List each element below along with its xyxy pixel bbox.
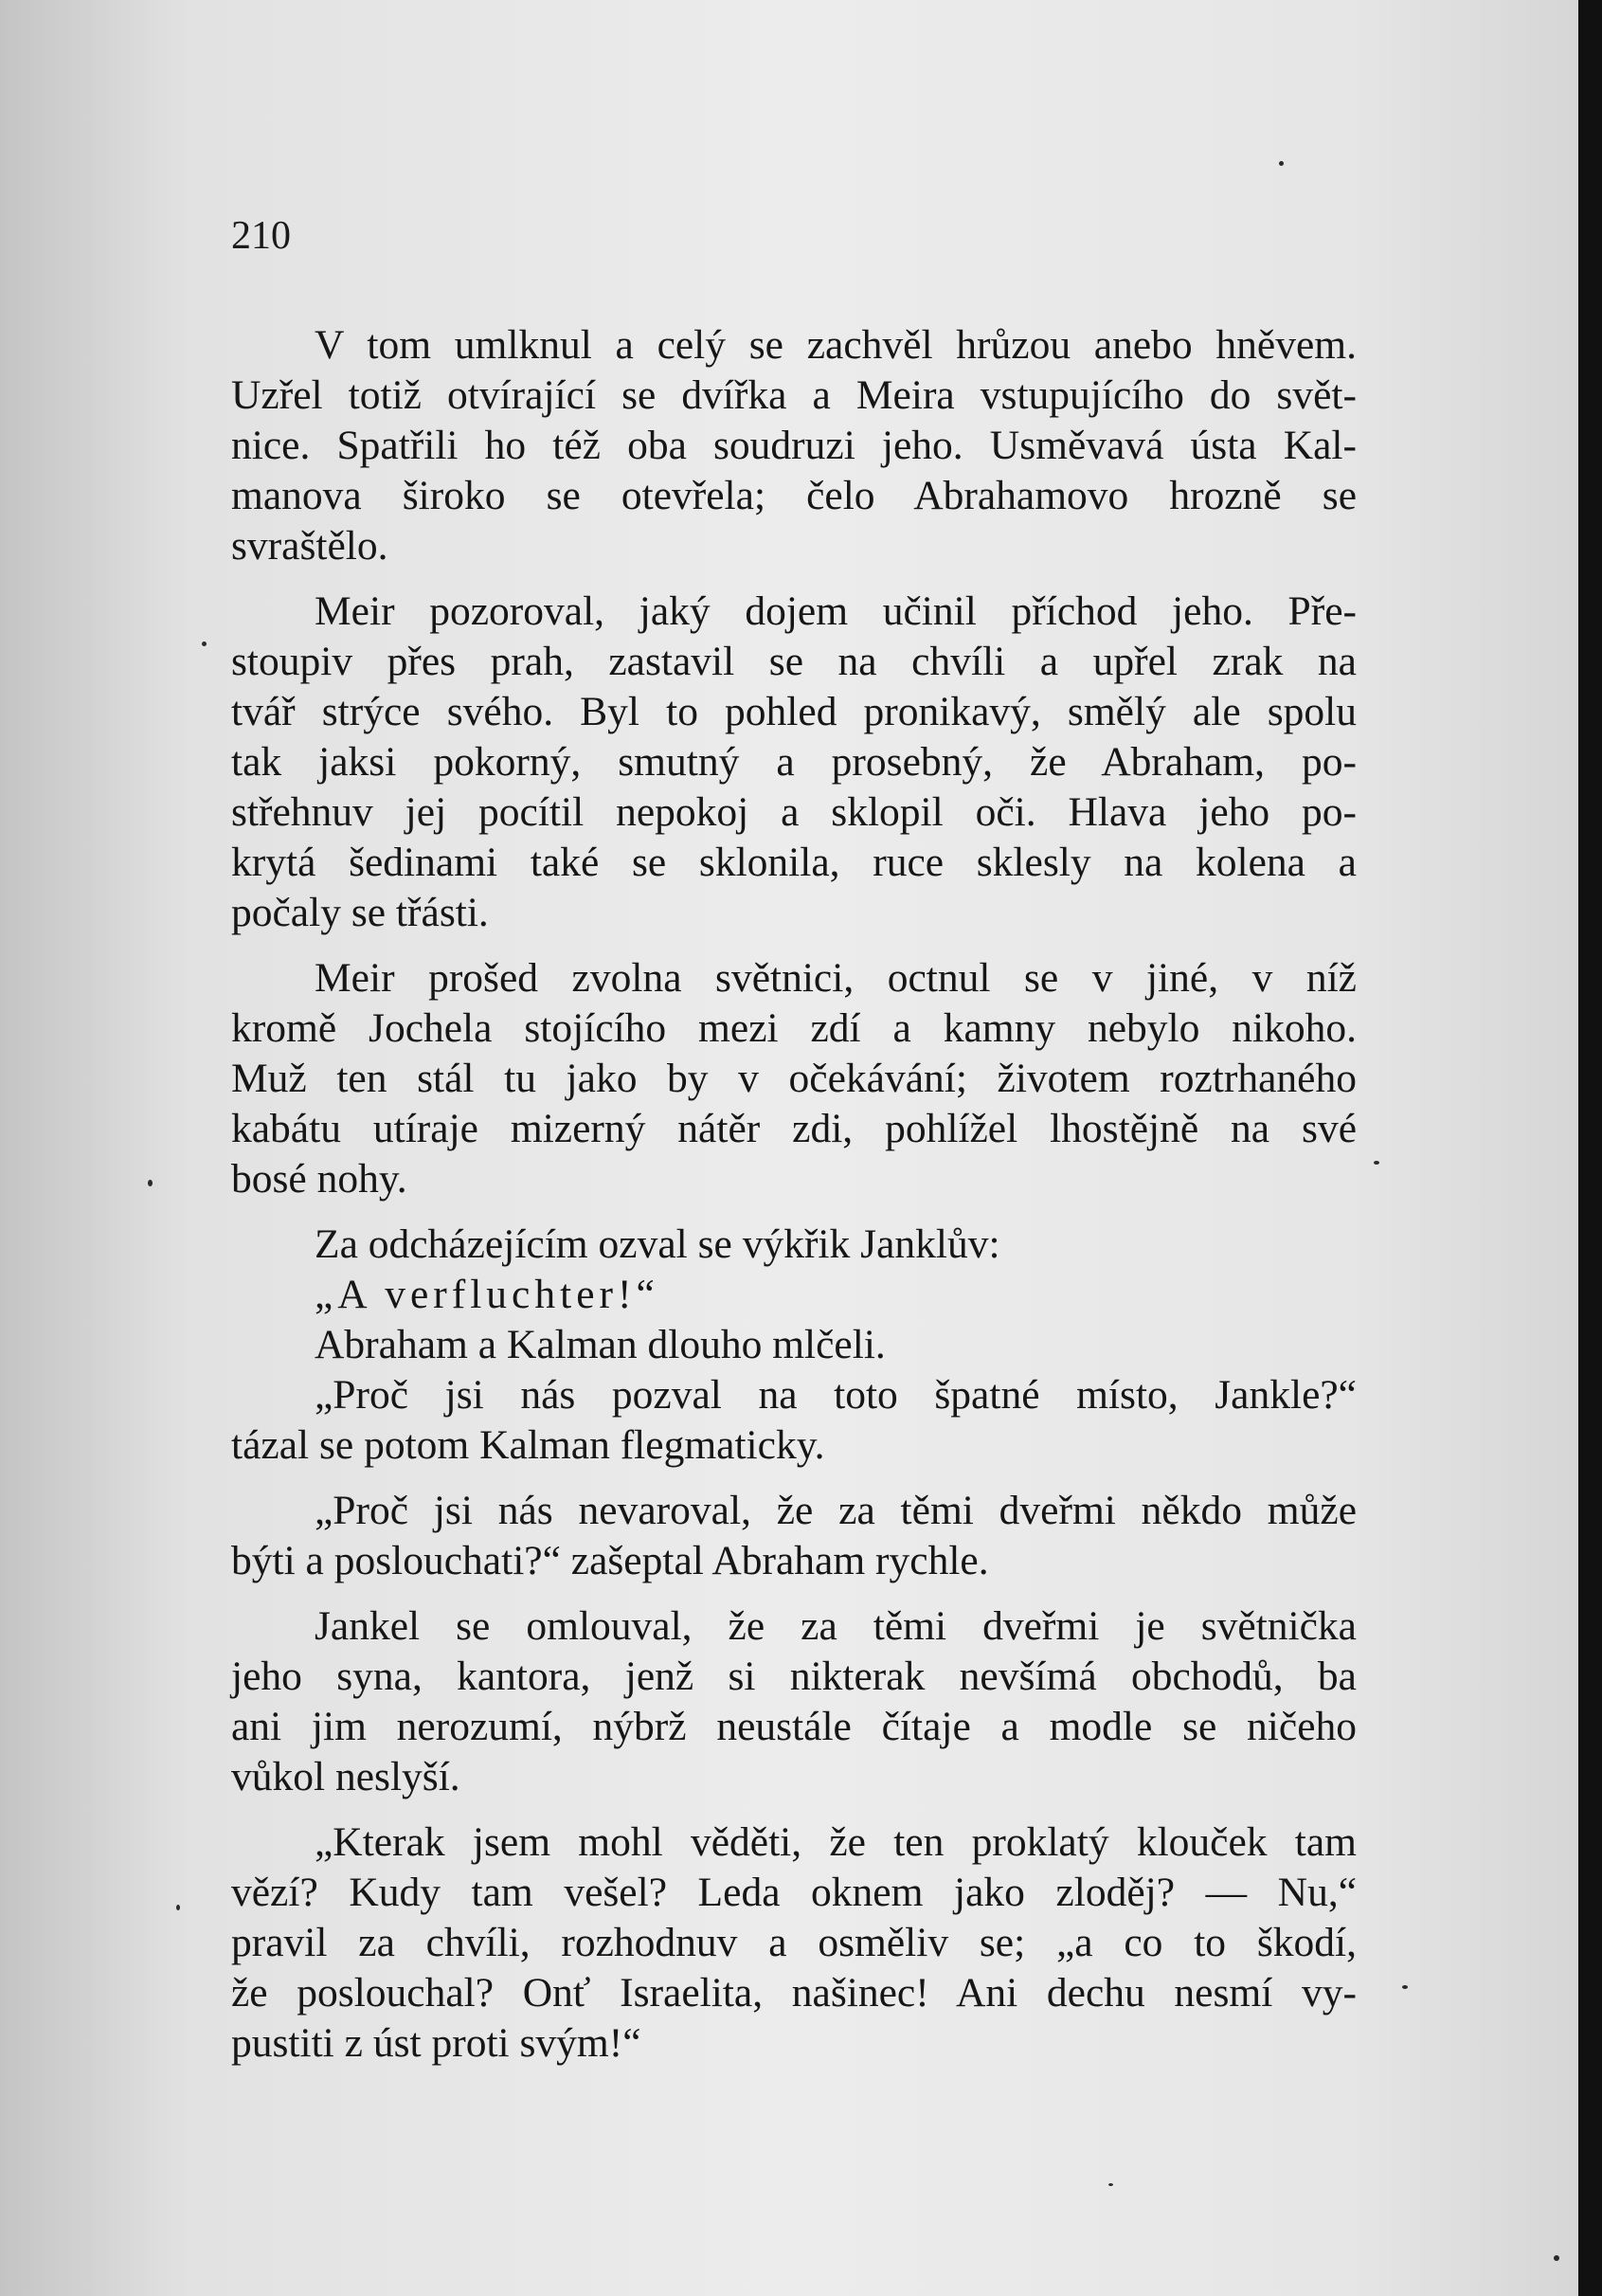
paragraph xyxy=(231,1817,1357,2069)
paragraph xyxy=(231,1486,1357,1586)
text-line: nice. Spatřili ho též oba soudruzi jeho. Usměvavá ústa Kal- xyxy=(231,423,1357,468)
text-line: svraštělo. xyxy=(231,523,388,569)
text-body xyxy=(231,320,1357,2084)
scan-speck xyxy=(1108,2183,1113,2186)
scan-border xyxy=(1578,0,1602,2296)
text-line: tak jaksi pokorný, smutný a prosebný, že Abraham, po- xyxy=(231,739,1357,785)
paragraph xyxy=(231,320,1357,571)
text-line: ani jim nerozumí, nýbrž neustále čítaje a modle se ničeho xyxy=(231,1704,1357,1749)
text-line: že poslouchal? Onť Israelita, našinec! Ani dechu nesmí vy- xyxy=(231,1970,1357,2016)
text-line: kabátu utíraje mizerný nátěr zdi, pohlížel lhostějně na své xyxy=(231,1106,1357,1151)
text-line: krytá šedinami také se sklonila, ruce sklesly na kolena a xyxy=(231,840,1357,885)
paragraph xyxy=(231,587,1357,938)
text-line: Muž ten stál tu jako by v očekávání; životem roztrhaného xyxy=(231,1056,1357,1101)
text-line: V tom umlknul a celý se zachvěl hrůzou anebo hněvem. xyxy=(315,322,1357,368)
scan-speck xyxy=(148,1180,153,1186)
text-line: Za odcházejícím ozval se výkřik Janklův: xyxy=(315,1221,1000,1267)
text-line: „Kterak jsem mohl věděti, že ten proklatý klouček tam xyxy=(315,1819,1357,1865)
page-number: 210 xyxy=(231,214,291,258)
text-line: „Proč jsi nás pozval na toto špatné místo, Jankle?“ xyxy=(315,1372,1357,1418)
paragraph xyxy=(231,1220,1357,1270)
text-line: Uzřel totiž otvírající se dvířka a Meira vstupujícího do svět- xyxy=(231,372,1357,418)
text-line: manova široko se otevřela; čelo Abrahamovo hrozně se xyxy=(231,473,1357,518)
text-line: Meir prošed zvolna světnici, octnul se v jiné, v níž xyxy=(315,955,1357,1001)
text-line: tázal se potom Kalman flegmaticky. xyxy=(231,1422,825,1468)
text-line: „A verfluchter!“ xyxy=(315,1272,659,1317)
text-line: vůkol neslyší. xyxy=(231,1754,460,1799)
text-line: bosé nohy. xyxy=(231,1156,407,1202)
text-line: býti a poslouchati?“ zašeptal Abraham rychle. xyxy=(231,1538,989,1583)
text-line: Jankel se omlouval, že za těmi dveřmi je světnička xyxy=(315,1603,1357,1649)
paragraph xyxy=(231,1320,1357,1370)
text-line: Abraham a Kalman dlouho mlčeli. xyxy=(315,1322,886,1367)
scan-speck xyxy=(1374,1161,1379,1165)
scan-speck xyxy=(176,1905,180,1910)
paragraph xyxy=(231,1270,1357,1320)
text-line: počaly se třásti. xyxy=(231,890,489,935)
paragraph xyxy=(231,1601,1357,1802)
paragraph xyxy=(231,1370,1357,1471)
text-line: „Proč jsi nás nevaroval, že za těmi dveřmi někdo může xyxy=(315,1488,1357,1533)
text-line: pustiti z úst proti svým!“ xyxy=(231,2020,641,2066)
scan-speck xyxy=(1402,1985,1408,1989)
scan-speck xyxy=(1279,161,1284,166)
scan-speck xyxy=(202,642,207,646)
paragraph xyxy=(231,953,1357,1204)
text-line: jeho syna, kantora, jenž si nikterak nevšímá obchodů, ba xyxy=(231,1654,1357,1699)
text-line: kromě Jochela stojícího mezi zdí a kamny nebylo nikoho. xyxy=(231,1005,1357,1051)
scan-speck xyxy=(1554,2255,1559,2261)
text-line: Meir pozoroval, jaký dojem učinil příchod jeho. Pře- xyxy=(315,588,1357,634)
text-line: tvář strýce svého. Byl to pohled pronikavý, smělý ale spolu xyxy=(231,689,1357,734)
text-line: pravil za chvíli, rozhodnuv a osměliv se; „a co to škodí, xyxy=(231,1920,1357,1965)
text-line: vězí? Kudy tam vešel? Leda oknem jako zloděj? — Nu,“ xyxy=(231,1870,1357,1915)
text-line: střehnuv jej pocítil nepokoj a sklopil oči. Hlava jeho po- xyxy=(231,789,1357,835)
text-line: stoupiv přes prah, zastavil se na chvíli a upřel zrak na xyxy=(231,639,1357,684)
